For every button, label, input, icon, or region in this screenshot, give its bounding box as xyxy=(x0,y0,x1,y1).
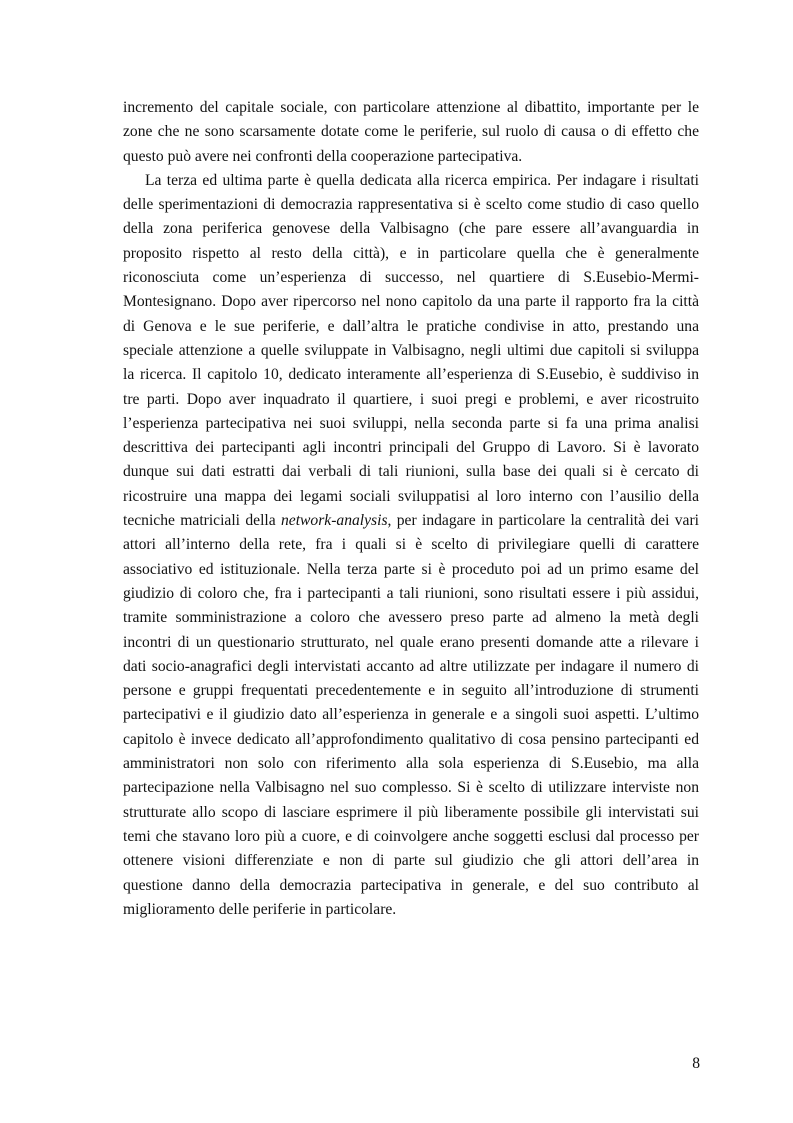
text-line xyxy=(123,509,699,533)
text-line: giudizio di coloro che, fra i partecipanti a tali riunioni, sono risultati essere i più assidui, xyxy=(123,584,699,602)
text-line: proposito rispetto al resto della città), e in particolare quella che è generalmente xyxy=(123,244,699,262)
text-line: ricostruire una mappa dei legami sociali sviluppatisi al loro interno con l’ausilio della xyxy=(123,487,699,505)
text-line: partecipativi e il giudizio dato all’esperienza in generale e a singoli suoi aspetti. L’ultimo xyxy=(123,706,699,724)
text-line: questo può avere nei confronti della cooperazione partecipativa. xyxy=(123,147,523,165)
text-line: ottenere visioni differenziate e non di parte sul giudizio che gli attori dell’area in xyxy=(123,852,699,870)
text-fragment: tecniche matriciali della xyxy=(123,512,281,530)
text-line: Montesignano. Dopo aver ripercorso nel nono capitolo da una parte il rapporto fra la città xyxy=(123,293,699,311)
text-line: descrittiva dei partecipanti agli incontri principali del Gruppo di Lavoro. Si è lavorato xyxy=(123,439,699,457)
text-line: della zona periferica genovese della Valbisagno (che pare essere all’avanguardia in xyxy=(123,220,699,238)
text-line: incontri di un questionario strutturato, nel quale erano presenti domande atte a rilevare i xyxy=(123,633,699,651)
text-line: attori all’interno della rete, fra i quali si è scelto di privilegiare quelli di carattere xyxy=(123,536,699,554)
text-line: di Genova e le sue periferie, e dall’altra le pratiche condivise in atto, prestando una xyxy=(123,317,699,335)
text-line: partecipazione nella Valbisagno nel suo complesso. Si è scelto di utilizzare interviste non xyxy=(123,779,699,797)
page-number: 8 xyxy=(692,1055,700,1072)
body-text xyxy=(123,96,699,922)
text-line: l’esperienza partecipativa nei suoi sviluppi, nella seconda parte si fa una prima analisi xyxy=(123,414,699,432)
text-line: persone e gruppi frequentati precedentemente e in seguito all’introduzione di strumenti xyxy=(123,682,699,700)
text-line: riconosciuta come un’esperienza di successo, nel quartiere di S.Eusebio-Mermi- xyxy=(123,269,699,287)
text-line: tre parti. Dopo aver inquadrato il quartiere, i suoi pregi e problemi, e aver ricostruito xyxy=(123,390,699,408)
text-line: zone che ne sono scarsamente dotate come le periferie, sul ruolo di causa o di effetto che xyxy=(123,123,699,141)
text-fragment: , per indagare in particolare la centralità dei vari xyxy=(387,512,699,530)
text-line: speciale attenzione a quelle sviluppate in Valbisagno, negli ultimi due capitoli si sviluppa xyxy=(123,341,699,359)
text-line: dati socio-anagrafici degli intervistati accanto ad altre utilizzate per indagare il numero di xyxy=(123,657,699,675)
text-line: La terza ed ultima parte è quella dedicata alla ricerca empirica. Per indagare i risultati xyxy=(145,171,699,189)
text-line: questione danno della democrazia partecipativa in generale, e del suo contributo al xyxy=(123,876,699,894)
text-line: amministratori non solo con riferimento alla sola esperienza di S.Eusebio, ma alla xyxy=(123,755,699,773)
text-line: delle sperimentazioni di democrazia rappresentativa si è scelto come studio di caso quello xyxy=(123,196,699,214)
text-line: la ricerca. Il capitolo 10, dedicato interamente all’esperienza di S.Eusebio, è suddiviso in xyxy=(123,366,699,384)
text-line: strutturate allo scopo di lasciare esprimere il più liberamente possibile gli intervistati sui xyxy=(123,803,699,821)
text-line: miglioramento delle periferie in particolare. xyxy=(123,900,397,918)
text-line: incremento del capitale sociale, con particolare attenzione al dibattito, importante per le xyxy=(123,99,699,116)
text-line: tramite somministrazione a coloro che avessero preso parte ad almeno la metà degli xyxy=(123,609,699,627)
text-line: associativo ed istituzionale. Nella terza parte si è proceduto poi ad un primo esame del xyxy=(123,560,699,578)
text-line: dunque sui dati estratti dai verbali di tali riunioni, sulla base dei quali si è cercato di xyxy=(123,463,699,481)
text-line: capitolo è invece dedicato all’approfondimento qualitativo di cosa pensino partecipanti ed xyxy=(123,730,699,748)
italic-term: network-analysis xyxy=(280,512,388,530)
text-line: temi che stavano loro più a cuore, e di coinvolgere anche soggetti esclusi dal processo per xyxy=(123,827,699,845)
